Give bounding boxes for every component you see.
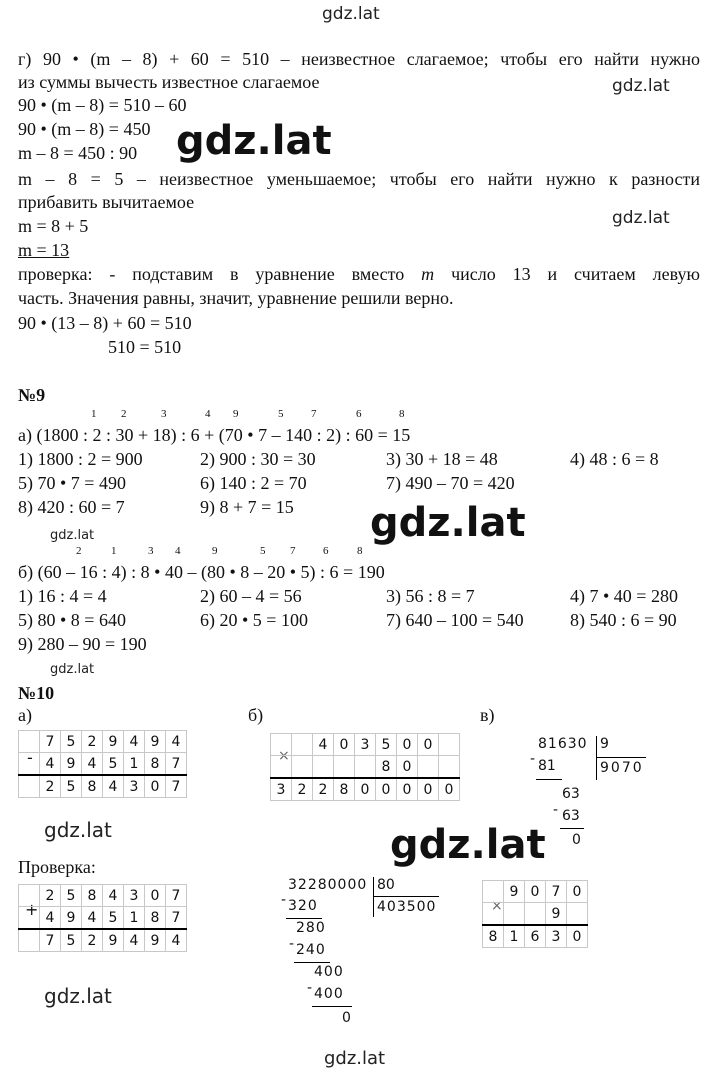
div-v-minus-2: - [553, 802, 559, 818]
subtraction-sign: - [27, 748, 33, 767]
grid-cell [483, 903, 504, 926]
grid-cell: 7 [166, 775, 187, 798]
grid-cell: 4 [40, 907, 61, 930]
grid-cell: 2 [313, 778, 334, 801]
part-g-line-5: m – 8 = 450 : 90 [18, 143, 138, 163]
order-number: 5 [278, 408, 284, 420]
grid-cell: 9 [504, 881, 525, 903]
div-b-divisor: 80 [377, 877, 395, 893]
grid-cell: 2 [82, 731, 103, 753]
grid-cell: 2 [40, 775, 61, 798]
order-number: 4 [205, 408, 211, 420]
grid-cell [418, 756, 439, 779]
part-g-answer: m = 13 [18, 240, 70, 260]
div-v-dividend: 81630 [538, 736, 588, 752]
watermark-small-1: gdz.lat [50, 528, 95, 543]
div-v-remainder: 0 [572, 832, 581, 848]
grid-cell: 5 [103, 907, 124, 930]
grid-cell: 4 [124, 731, 145, 753]
check-text-a: проверка: - подставим в уравнение вместо [18, 264, 405, 284]
step-item: 1) 1800 : 2 = 900 [18, 449, 143, 469]
grid-cell [483, 881, 504, 903]
grid-cell: 4 [166, 929, 187, 952]
step-item: 2) 900 : 30 = 30 [200, 449, 316, 469]
grid-cell [19, 731, 40, 753]
grid-cell: 5 [61, 731, 82, 753]
grid-row [19, 753, 187, 776]
div-b-remainder: 0 [342, 1010, 351, 1026]
grid-cell: 7 [40, 731, 61, 753]
grid-cell [439, 756, 460, 779]
part-g-line-2: из суммы вычесть известное слагаемое [18, 72, 320, 92]
grid-cell: 8 [376, 756, 397, 779]
div-b-dividend: 32280000 [288, 877, 368, 893]
check-line-4: 510 = 510 [108, 337, 182, 357]
grid-cell: 2 [40, 885, 61, 907]
order-number: 6 [323, 545, 329, 557]
grid-cell: 5 [376, 734, 397, 756]
step-item: 5) 80 • 8 = 640 [18, 610, 126, 630]
grid-cell [19, 885, 40, 907]
check-text-b: число 13 и считаем левую [451, 264, 700, 284]
check-title: Проверка: [18, 857, 96, 877]
grid-row [271, 778, 460, 801]
grid-cell: 5 [103, 753, 124, 776]
step-item: 3) 56 : 8 = 7 [386, 586, 475, 606]
watermark-small-2: gdz.lat [50, 662, 95, 677]
grid-row [483, 903, 588, 926]
grid-cell: 9 [103, 929, 124, 952]
div-b-step-3: 240 [296, 942, 326, 958]
grid-cell: 0 [355, 778, 376, 801]
grid-cell [271, 734, 292, 756]
grid-row [483, 925, 588, 948]
grid-cell: 3 [355, 734, 376, 756]
grid-cell: 0 [145, 775, 166, 798]
order-number: 4 [175, 545, 181, 557]
grid-row [19, 907, 187, 930]
grid-cell [19, 907, 40, 930]
step-item: 4) 7 • 40 = 280 [570, 586, 678, 606]
step-item: 5) 70 • 7 = 490 [18, 473, 126, 493]
multiplication-check-grid [482, 880, 588, 948]
grid-cell: 8 [82, 885, 103, 907]
step-item: 2) 60 – 4 = 56 [200, 586, 302, 606]
step-item: 1) 16 : 4 = 4 [18, 586, 107, 606]
grid-cell: 4 [124, 929, 145, 952]
watermark-large-3: gdz.lat [390, 822, 546, 868]
grid-cell [439, 734, 460, 756]
grid-row [271, 734, 460, 756]
step-item: 9) 280 – 90 = 190 [18, 634, 147, 654]
grid-row [271, 756, 460, 779]
n10-label-v: в) [480, 705, 495, 725]
step-item: 7) 490 – 70 = 420 [386, 473, 515, 493]
n9-b-expression: б) (60 – 16 : 4) : 8 • 40 – (80 • 8 – 20 • 5) : 6 = 190 [18, 562, 385, 582]
div-b-step-1: 320 [288, 898, 318, 914]
div-b-minus-1: - [281, 892, 287, 908]
grid-cell [334, 756, 355, 779]
watermark-mid-left: gdz.lat [44, 818, 112, 842]
grid-cell: 0 [567, 881, 588, 903]
order-number: 3 [161, 408, 167, 420]
div-v-divisor: 9 [600, 736, 609, 752]
check-line-1 [18, 263, 700, 285]
div-v-step-3: 63 [562, 808, 580, 824]
order-number: 7 [290, 545, 296, 557]
grid-cell [19, 929, 40, 952]
order-number: 1 [111, 545, 117, 557]
div-v-step-2: 63 [562, 786, 580, 802]
grid-row [19, 929, 187, 952]
grid-cell: 2 [292, 778, 313, 801]
check-line-2: часть. Значения равны, значит, уравнение решили верно. [18, 288, 454, 308]
order-number: 9 [233, 408, 239, 420]
step-item: 9) 8 + 7 = 15 [200, 497, 294, 517]
grid-cell: 0 [376, 778, 397, 801]
grid-cell: 2 [82, 929, 103, 952]
check-variable: m [421, 264, 435, 284]
grid-cell: 8 [145, 753, 166, 776]
watermark-right-2: gdz.lat [612, 208, 670, 228]
div-b-minus-2: - [289, 936, 295, 952]
order-number: 2 [121, 408, 127, 420]
grid-cell: 3 [546, 925, 567, 948]
grid-cell: 7 [166, 885, 187, 907]
grid-cell: 4 [103, 775, 124, 798]
part-g-line-7: прибавить вычитаемое [18, 192, 195, 212]
grid-row [19, 885, 187, 907]
order-number: 2 [76, 545, 82, 557]
grid-cell: 5 [61, 929, 82, 952]
n10-label-a: а) [18, 705, 32, 725]
grid-row [19, 731, 187, 753]
grid-cell: 0 [418, 734, 439, 756]
grid-cell: 0 [397, 734, 418, 756]
div-b-step-2: 280 [296, 920, 326, 936]
grid-cell: 0 [418, 778, 439, 801]
watermark-right-1: gdz.lat [612, 76, 670, 96]
grid-cell: 4 [313, 734, 334, 756]
watermark-bottom: gdz.lat [324, 1048, 386, 1069]
grid-cell [313, 756, 334, 779]
div-b-minus-3: - [307, 980, 313, 996]
div-v-minus-1: - [530, 751, 536, 767]
grid-cell [525, 903, 546, 926]
step-item: 7) 640 – 100 = 540 [386, 610, 524, 630]
div-v-step-1: 81 [538, 758, 556, 774]
order-number: 1 [91, 408, 97, 420]
grid-cell: 8 [145, 907, 166, 930]
grid-cell: 3 [124, 775, 145, 798]
grid-cell: 0 [525, 881, 546, 903]
step-item: 3) 30 + 18 = 48 [386, 449, 498, 469]
order-number: 3 [148, 545, 154, 557]
addition-grid [18, 884, 187, 952]
grid-cell: 0 [397, 778, 418, 801]
grid-cell: 4 [82, 907, 103, 930]
grid-cell: 6 [525, 925, 546, 948]
step-item: 4) 48 : 6 = 8 [570, 449, 659, 469]
subtraction-grid [18, 730, 187, 798]
watermark-large-2: gdz.lat [370, 500, 526, 546]
order-number: 8 [357, 545, 363, 557]
order-number: 7 [311, 408, 317, 420]
grid-cell: 3 [124, 885, 145, 907]
div-b-step-5: 400 [314, 986, 344, 1002]
step-item: 8) 420 : 60 = 7 [18, 497, 125, 517]
div-v-quotient: 9070 [600, 760, 644, 776]
grid-cell: 7 [166, 907, 187, 930]
step-item: 6) 20 • 5 = 100 [200, 610, 308, 630]
grid-cell [271, 756, 292, 779]
grid-cell: 9 [61, 753, 82, 776]
part-g-line-8: m = 8 + 5 [18, 216, 89, 236]
multiplication-check-sign: × [491, 898, 503, 914]
grid-cell: 0 [145, 885, 166, 907]
check-line-3: 90 • (13 – 8) + 60 = 510 [18, 313, 192, 333]
div-b-quotient: 403500 [377, 899, 437, 915]
grid-cell: 5 [61, 885, 82, 907]
grid-cell: 1 [124, 753, 145, 776]
grid-cell [567, 903, 588, 926]
watermark-large-1: gdz.lat [176, 118, 332, 164]
grid-cell [292, 734, 313, 756]
grid-row [19, 775, 187, 798]
multiplication-sign: × [278, 748, 290, 764]
grid-cell: 8 [334, 778, 355, 801]
grid-cell: 8 [483, 925, 504, 948]
grid-cell: 8 [82, 775, 103, 798]
part-g-line-4: 90 • (m – 8) = 450 [18, 119, 151, 139]
grid-cell: 4 [103, 885, 124, 907]
n10-label-b: б) [248, 705, 264, 725]
grid-cell: 3 [271, 778, 292, 801]
grid-cell [504, 903, 525, 926]
grid-cell [19, 753, 40, 776]
grid-cell: 4 [166, 731, 187, 753]
grid-cell: 0 [334, 734, 355, 756]
grid-cell: 1 [504, 925, 525, 948]
step-item: 6) 140 : 2 = 70 [200, 473, 307, 493]
watermark-top: gdz.lat [322, 4, 380, 24]
n9-title: №9 [18, 385, 46, 405]
n10-title: №10 [18, 683, 55, 703]
order-number: 9 [212, 545, 218, 557]
grid-cell: 7 [546, 881, 567, 903]
part-g-line-1: г) 90 • (m – 8) + 60 = 510 – неизвестное слагаемое; чтобы его найти нужно [18, 49, 700, 69]
n9-a-expression: а) (1800 : 2 : 30 + 18) : 6 + (70 • 7 – 140 : 2) : 60 = 15 [18, 425, 411, 445]
watermark-low-left: gdz.lat [44, 984, 112, 1008]
grid-cell [292, 756, 313, 779]
grid-cell: 4 [82, 753, 103, 776]
grid-cell: 1 [124, 907, 145, 930]
grid-cell: 9 [61, 907, 82, 930]
grid-row [483, 881, 588, 903]
grid-cell: 5 [61, 775, 82, 798]
step-item: 8) 540 : 6 = 90 [570, 610, 677, 630]
part-g-line-3: 90 • (m – 8) = 510 – 60 [18, 95, 187, 115]
order-number: 8 [399, 408, 405, 420]
grid-cell: 0 [567, 925, 588, 948]
grid-cell: 9 [103, 731, 124, 753]
addition-sign: + [25, 900, 39, 919]
part-g-line-6: m – 8 = 5 – неизвестное уменьшаемое; чтобы его найти нужно к разности [18, 169, 700, 189]
grid-cell: 4 [40, 753, 61, 776]
grid-cell: 9 [145, 929, 166, 952]
div-b-step-4: 400 [314, 964, 344, 980]
grid-cell: 7 [166, 753, 187, 776]
grid-cell: 0 [439, 778, 460, 801]
grid-cell [19, 775, 40, 798]
grid-cell: 0 [397, 756, 418, 779]
grid-cell: 7 [40, 929, 61, 952]
order-number: 6 [356, 408, 362, 420]
grid-cell: 9 [145, 731, 166, 753]
multiplication-grid [270, 733, 460, 801]
grid-cell [355, 756, 376, 779]
order-number: 5 [260, 545, 266, 557]
grid-cell: 9 [546, 903, 567, 926]
